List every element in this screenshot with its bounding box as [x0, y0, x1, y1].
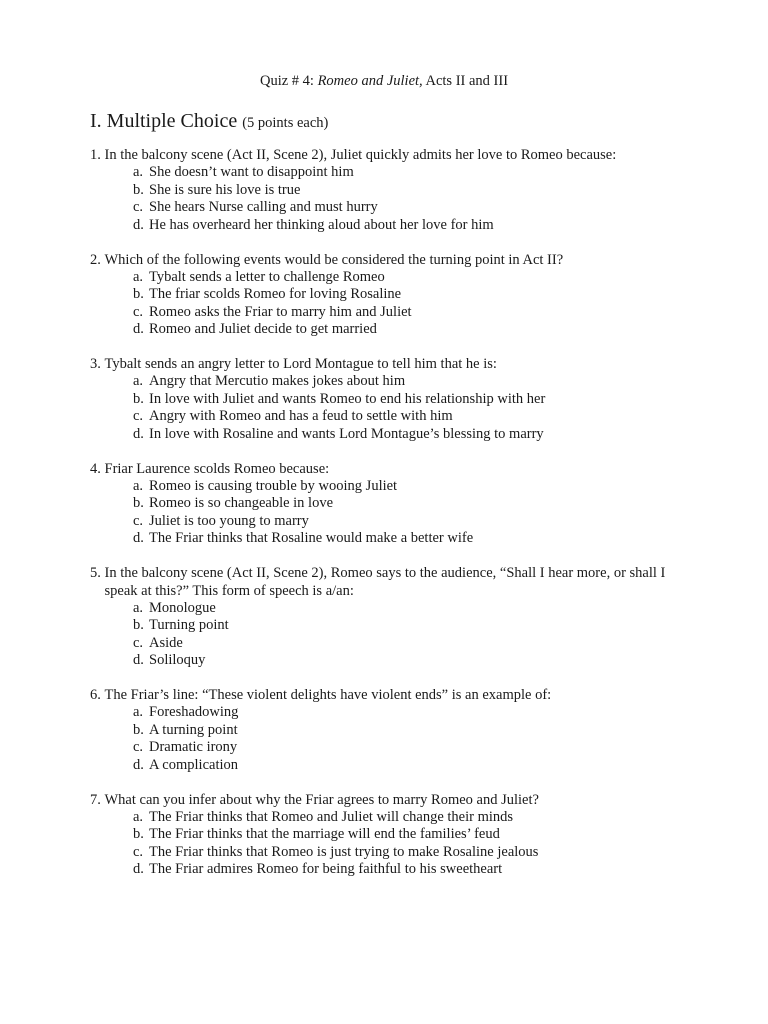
- answer-option-b: [90, 722, 690, 739]
- question-stem: [90, 565, 690, 600]
- answer-options: [90, 373, 690, 443]
- option-text: Turning point: [149, 617, 229, 634]
- option-text: The Friar thinks that Romeo is just trying to make Rosaline jealous: [149, 843, 539, 860]
- option-text: In love with Juliet and wants Romeo to end his relationship with her: [149, 390, 546, 407]
- option-letter: b.: [133, 495, 144, 512]
- answer-options: [90, 269, 690, 339]
- option-letter: c.: [133, 843, 144, 860]
- answer-option-d: [90, 757, 690, 774]
- question-number: 7.: [90, 791, 105, 808]
- question-5: [90, 565, 690, 669]
- option-letter: d.: [133, 321, 144, 338]
- answer-option-d: [90, 530, 690, 547]
- question-3: [90, 356, 690, 443]
- answer-option-b: [90, 617, 690, 634]
- question-number: 3.: [90, 356, 105, 373]
- question-stem: [90, 252, 690, 269]
- option-letter: c.: [133, 408, 144, 425]
- option-text: Romeo is so changeable in love: [149, 495, 334, 512]
- answer-option-a: [90, 373, 690, 390]
- question-1: [90, 147, 690, 234]
- question-list: [90, 147, 690, 896]
- option-letter: b.: [133, 721, 144, 738]
- option-text: The Friar thinks that Rosaline would make a better wife: [149, 530, 474, 547]
- question-stem: [90, 147, 690, 164]
- answer-option-a: [90, 269, 690, 286]
- option-letter: d.: [133, 861, 144, 878]
- option-letter: d.: [133, 530, 144, 547]
- answer-option-d: [90, 861, 690, 878]
- answer-option-c: [90, 513, 690, 530]
- option-letter: a.: [133, 268, 144, 285]
- option-text: The Friar thinks that the marriage will end the families’ feud: [149, 826, 500, 843]
- option-text: Angry that Mercutio makes jokes about him: [149, 373, 406, 390]
- question-number: 4.: [90, 460, 105, 477]
- option-text: Aside: [149, 634, 183, 651]
- option-text: A turning point: [149, 721, 238, 738]
- question-text: Friar Laurence scolds Romeo because:: [104, 460, 330, 477]
- answer-options: [90, 478, 690, 548]
- answer-option-a: [90, 478, 690, 495]
- option-letter: c.: [133, 199, 144, 216]
- answer-option-c: [90, 844, 690, 861]
- answer-option-b: [90, 495, 690, 512]
- option-text: Romeo asks the Friar to marry him and Juliet: [149, 303, 412, 320]
- option-letter: b.: [133, 181, 144, 198]
- option-text: Soliloquy: [149, 652, 206, 669]
- answer-options: [90, 809, 690, 879]
- option-letter: b.: [133, 286, 144, 303]
- answer-option-d: [90, 652, 690, 669]
- option-letter: a.: [133, 478, 144, 494]
- option-letter: d.: [133, 425, 144, 442]
- answer-option-a: [90, 704, 690, 721]
- section-points-note: (5 points each): [242, 115, 329, 131]
- option-text: Romeo and Juliet decide to get married: [149, 321, 377, 338]
- option-letter: c.: [133, 739, 144, 756]
- option-letter: c.: [133, 634, 144, 651]
- option-letter: d.: [133, 652, 144, 669]
- option-text: The Friar thinks that Romeo and Juliet will change their minds: [149, 809, 514, 825]
- answer-option-a: [90, 164, 690, 181]
- question-4: [90, 461, 690, 548]
- answer-option-b: [90, 826, 690, 843]
- answer-option-b: [90, 391, 690, 408]
- question-text: Which of the following events would be considered the turning point in Act II?: [104, 251, 564, 268]
- answer-options: [90, 164, 690, 234]
- option-text: Angry with Romeo and has a feud to settle with him: [149, 408, 453, 425]
- quiz-title: [0, 72, 768, 90]
- question-text: Tybalt sends an angry letter to Lord Montague to tell him that he is:: [104, 356, 497, 373]
- question-text: The Friar’s line: “These violent delights have violent ends” is an example of:: [104, 687, 552, 704]
- question-2: [90, 252, 690, 339]
- option-text: She hears Nurse calling and must hurry: [149, 199, 378, 216]
- option-letter: c.: [133, 512, 144, 529]
- answer-option-d: [90, 321, 690, 338]
- option-text: Romeo is causing trouble by wooing Juliet: [149, 478, 398, 494]
- answer-option-a: [90, 809, 690, 826]
- option-text: Tybalt sends a letter to challenge Romeo: [149, 268, 385, 285]
- option-letter: d.: [133, 756, 144, 773]
- answer-option-c: [90, 739, 690, 756]
- option-letter: d.: [133, 216, 144, 233]
- option-text: The Friar admires Romeo for being faithful to his sweetheart: [149, 861, 503, 878]
- option-text: Monologue: [149, 599, 216, 616]
- question-6: [90, 687, 690, 774]
- question-7: [90, 792, 690, 879]
- answer-option-c: [90, 199, 690, 216]
- option-letter: b.: [133, 617, 144, 634]
- answer-option-b: [90, 182, 690, 199]
- answer-option-d: [90, 426, 690, 443]
- answer-option-c: [90, 304, 690, 321]
- option-letter: b.: [133, 826, 144, 843]
- option-text: She doesn’t want to disappoint him: [149, 164, 354, 181]
- option-letter: b.: [133, 390, 144, 407]
- question-number: 6.: [90, 687, 105, 704]
- quiz-title-suffix: Acts II and III: [422, 73, 509, 89]
- option-text: Dramatic irony: [149, 739, 238, 756]
- option-letter: c.: [133, 303, 144, 320]
- answer-option-c: [90, 408, 690, 425]
- question-stem: [90, 461, 690, 478]
- quiz-title-play-name: Romeo and Juliet,: [317, 73, 423, 89]
- option-text: Foreshadowing: [149, 704, 239, 721]
- quiz-title-prefix: Quiz # 4:: [259, 73, 318, 89]
- option-letter: a.: [133, 164, 144, 181]
- question-stem: [90, 356, 690, 373]
- question-number: 5.: [90, 565, 105, 582]
- question-text: In the balcony scene (Act II, Scene 2), Romeo says to the audience, “Shall I hear more, or shall I speak at this?” This form of speech is a/an:: [104, 565, 666, 599]
- answer-option-c: [90, 635, 690, 652]
- option-letter: a.: [133, 599, 144, 616]
- answer-option-a: [90, 600, 690, 617]
- option-text: In love with Rosaline and wants Lord Montague’s blessing to marry: [149, 425, 544, 442]
- question-text: What can you infer about why the Friar agrees to marry Romeo and Juliet?: [104, 791, 539, 808]
- answer-option-d: [90, 217, 690, 234]
- option-text: The friar scolds Romeo for loving Rosaline: [149, 286, 402, 303]
- question-number: 2.: [90, 251, 105, 268]
- question-number: 1.: [90, 147, 105, 163]
- option-text: A complication: [149, 756, 238, 773]
- option-text: She is sure his love is true: [149, 181, 301, 198]
- option-letter: a.: [133, 809, 144, 825]
- answer-options: [90, 704, 690, 774]
- option-text: Juliet is too young to marry: [149, 512, 309, 529]
- option-text: He has overheard her thinking aloud about her love for him: [149, 216, 494, 233]
- answer-options: [90, 600, 690, 670]
- question-stem: [90, 687, 690, 704]
- answer-option-b: [90, 286, 690, 303]
- option-letter: a.: [133, 704, 144, 721]
- question-text: In the balcony scene (Act II, Scene 2), Juliet quickly admits her love to Romeo because:: [104, 147, 617, 163]
- option-letter: a.: [133, 373, 144, 390]
- question-stem: [90, 792, 690, 809]
- section-heading: [90, 108, 328, 136]
- section-heading-text: I. Multiple Choice: [90, 110, 238, 132]
